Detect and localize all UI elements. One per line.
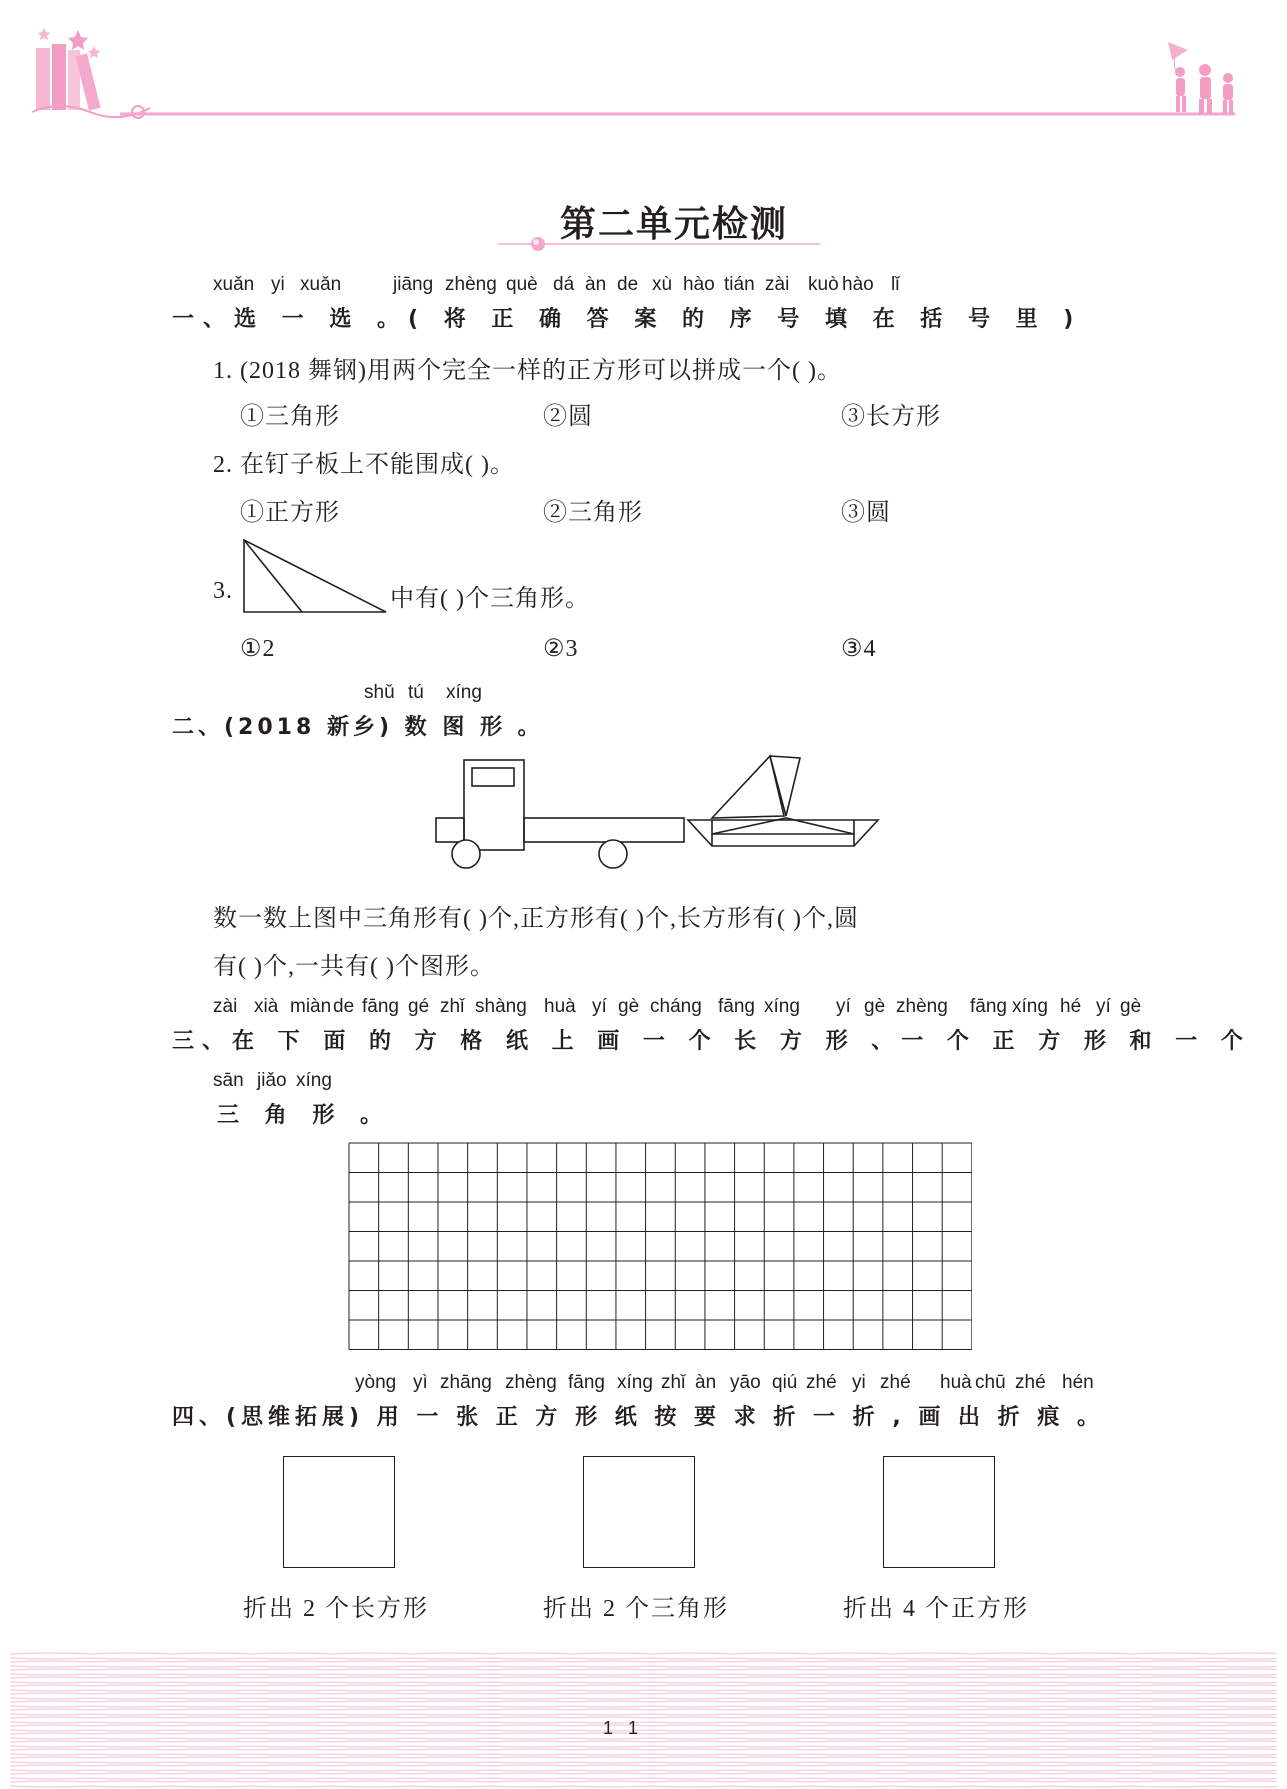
pinyin: kuò bbox=[808, 274, 839, 295]
pinyin: zhé bbox=[880, 1372, 911, 1393]
stripe-line bbox=[10, 1757, 1277, 1758]
question-2-text: 2. 在钉子板上不能围成( )。 bbox=[213, 452, 515, 478]
pinyin: zhèng bbox=[445, 274, 497, 295]
truck-window bbox=[472, 768, 514, 786]
pinyin: fāng bbox=[568, 1372, 605, 1393]
pinyin: xià bbox=[254, 996, 279, 1017]
pinyin: yí bbox=[592, 996, 607, 1017]
pinyin: gè bbox=[1120, 996, 1142, 1017]
q1-option-2: ②圆 bbox=[543, 404, 593, 430]
stripe-line bbox=[10, 1725, 1277, 1726]
fold-label-1: 折出 2 个长方形 bbox=[243, 1596, 429, 1622]
pinyin: qiú bbox=[772, 1372, 798, 1393]
truck-wheel-front bbox=[452, 840, 480, 868]
stripe-line bbox=[10, 1781, 1277, 1782]
truck-cab bbox=[464, 760, 524, 850]
stripe-line bbox=[10, 1685, 1277, 1686]
pinyin: zhé bbox=[806, 1372, 837, 1393]
pinyin: xíng bbox=[1012, 996, 1048, 1017]
pinyin: xíng bbox=[446, 682, 482, 703]
children-kite-icon bbox=[1168, 42, 1233, 114]
q1-option-3: ③长方形 bbox=[841, 404, 941, 430]
pinyin: xíng bbox=[764, 996, 800, 1017]
question-3-text: 中有( )个三角形。 bbox=[390, 586, 590, 612]
pinyin: chū bbox=[975, 1372, 1006, 1393]
section-2-heading: 二、(2018 新乡) 数 图 形 。 bbox=[172, 715, 544, 740]
stripe-line bbox=[10, 1714, 1277, 1715]
pinyin: zhèng bbox=[896, 996, 948, 1017]
fold-square-1[interactable] bbox=[283, 1456, 395, 1568]
stripe-line bbox=[10, 1669, 1277, 1670]
stripe-line bbox=[10, 1754, 1277, 1755]
pinyin: yí bbox=[1096, 996, 1111, 1017]
pinyin: shàng bbox=[475, 996, 527, 1017]
title-underline bbox=[490, 236, 830, 252]
pinyin: zài bbox=[765, 274, 790, 295]
pinyin: àn bbox=[585, 274, 607, 295]
pinyin: yi bbox=[852, 1372, 866, 1393]
pinyin: xíng bbox=[296, 1070, 332, 1091]
pinyin: zài bbox=[213, 996, 238, 1017]
stripe-line bbox=[10, 1658, 1277, 1659]
stripe-line bbox=[10, 1698, 1277, 1699]
grid-paper[interactable] bbox=[348, 1142, 972, 1352]
pinyin: tú bbox=[408, 682, 424, 703]
truck-wheel-rear bbox=[599, 840, 627, 868]
q2-option-3: ③圆 bbox=[841, 500, 891, 526]
pinyin: yi bbox=[271, 274, 285, 295]
pinyin: xù bbox=[652, 274, 673, 295]
pinyin: xíng bbox=[617, 1372, 653, 1393]
pinyin: huà bbox=[940, 1372, 972, 1393]
pinyin: huà bbox=[544, 996, 576, 1017]
pinyin: jiāng bbox=[393, 274, 434, 295]
pinyin: fāng bbox=[970, 996, 1007, 1017]
stripe-line bbox=[10, 1778, 1277, 1779]
pinyin: fāng bbox=[718, 996, 755, 1017]
pinyin: hén bbox=[1062, 1372, 1094, 1393]
stripe-line bbox=[10, 1770, 1277, 1771]
pinyin: xuǎn bbox=[300, 274, 342, 295]
books-logo-icon bbox=[32, 28, 150, 118]
stripe-line bbox=[10, 1706, 1277, 1707]
stripe-line bbox=[10, 1722, 1277, 1723]
pinyin: hào bbox=[842, 274, 874, 295]
stripe-line bbox=[10, 1674, 1277, 1675]
stripe-line bbox=[10, 1746, 1277, 1747]
stripe-line bbox=[10, 1738, 1277, 1739]
section-2-line-2: 有( )个,一共有( )个图形。 bbox=[213, 954, 495, 980]
pinyin: sān bbox=[213, 1070, 244, 1091]
stripe-line bbox=[10, 1653, 1277, 1654]
stripe-line bbox=[10, 1733, 1277, 1734]
question-3-number: 3. bbox=[213, 578, 233, 604]
section-4-heading: 四、(思维拓展) 用 一 张 正 方 形 纸 按 要 求 折 一 折 , 画 出 折 痕 。 bbox=[172, 1405, 1104, 1430]
fold-label-2: 折出 2 个三角形 bbox=[543, 1596, 729, 1622]
triangle-figure bbox=[240, 536, 390, 616]
q3-option-3: ③4 bbox=[841, 636, 877, 662]
pinyin: gé bbox=[408, 996, 430, 1017]
q2-option-1: ①正方形 bbox=[240, 500, 340, 526]
section-3-heading-1: 三、在 下 面 的 方 格 纸 上 画 一 个 长 方 形 、一 个 正 方 形 和 一 个 bbox=[172, 1029, 1251, 1054]
stripe-line bbox=[10, 1666, 1277, 1667]
q1-option-1: ①三角形 bbox=[240, 404, 340, 430]
header-decoration bbox=[0, 0, 1287, 140]
sail-right bbox=[770, 756, 800, 816]
stripe-line bbox=[10, 1741, 1277, 1742]
pinyin: gè bbox=[618, 996, 640, 1017]
pinyin: lǐ bbox=[891, 274, 900, 295]
pinyin: jiǎo bbox=[257, 1070, 287, 1091]
pinyin: tián bbox=[724, 274, 755, 295]
truck-bed bbox=[524, 818, 684, 842]
pinyin: dá bbox=[553, 274, 575, 295]
stripe-line bbox=[10, 1693, 1277, 1694]
section-2-line-1: 数一数上图中三角形有( )个,正方形有( )个,长方形有( )个,圆 bbox=[213, 906, 859, 932]
pinyin: de bbox=[333, 996, 355, 1017]
section-3-heading-2: 三 角 形 。 bbox=[217, 1103, 391, 1128]
stripe-line bbox=[10, 1709, 1277, 1710]
page-title: 第二单元检测 bbox=[560, 203, 789, 245]
footer-stripes bbox=[10, 1652, 1277, 1789]
pinyin: cháng bbox=[650, 996, 702, 1017]
fold-label-3: 折出 4 个正方形 bbox=[843, 1596, 1029, 1622]
pinyin: zhèng bbox=[505, 1372, 557, 1393]
section-1-heading: 一、选 一 选 。( 将 正 确 答 案 的 序 号 填 在 括 号 里 ) bbox=[172, 307, 1083, 332]
question-1-text: 1. (2018 舞钢)用两个完全一样的正方形可以拼成一个( )。 bbox=[213, 358, 842, 384]
pinyin: xuǎn bbox=[213, 274, 255, 295]
pinyin: fāng bbox=[362, 996, 399, 1017]
pinyin: de bbox=[617, 274, 639, 295]
stripe-line bbox=[10, 1717, 1277, 1718]
pinyin: yí bbox=[836, 996, 851, 1017]
pinyin: gè bbox=[864, 996, 886, 1017]
pinyin: àn bbox=[695, 1372, 717, 1393]
pinyin: yòng bbox=[355, 1372, 397, 1393]
stripe-line bbox=[10, 1765, 1277, 1766]
fold-square-3[interactable] bbox=[883, 1456, 995, 1568]
stripe-line bbox=[10, 1730, 1277, 1731]
pinyin: hào bbox=[683, 274, 715, 295]
stripe-line bbox=[10, 1786, 1277, 1787]
stripe-line bbox=[10, 1690, 1277, 1691]
stripe-line bbox=[10, 1682, 1277, 1683]
q2-option-2: ②三角形 bbox=[543, 500, 643, 526]
stripe-line bbox=[10, 1762, 1277, 1763]
fold-square-2[interactable] bbox=[583, 1456, 695, 1568]
pinyin: shǔ bbox=[364, 682, 395, 703]
stripe-line bbox=[10, 1661, 1277, 1662]
shapes-figure bbox=[430, 752, 890, 878]
pinyin: yāo bbox=[730, 1372, 761, 1393]
truck-front bbox=[436, 818, 464, 842]
stripe-line bbox=[10, 1677, 1277, 1678]
stripe-line bbox=[10, 1773, 1277, 1774]
stripe-line bbox=[10, 1749, 1277, 1750]
page-number: 1 1 bbox=[603, 1718, 639, 1738]
pinyin: zhǐ bbox=[440, 996, 465, 1017]
pinyin: miàn bbox=[290, 996, 332, 1017]
pinyin: què bbox=[506, 274, 538, 295]
q3-option-2: ②3 bbox=[543, 636, 579, 662]
pinyin: zhǐ bbox=[661, 1372, 686, 1393]
pinyin: zhé bbox=[1015, 1372, 1046, 1393]
pinyin: hé bbox=[1060, 996, 1082, 1017]
pinyin: yì bbox=[413, 1372, 428, 1393]
pinyin: zhāng bbox=[440, 1372, 492, 1393]
stripe-line bbox=[10, 1701, 1277, 1702]
q3-option-1: ①2 bbox=[240, 636, 276, 662]
